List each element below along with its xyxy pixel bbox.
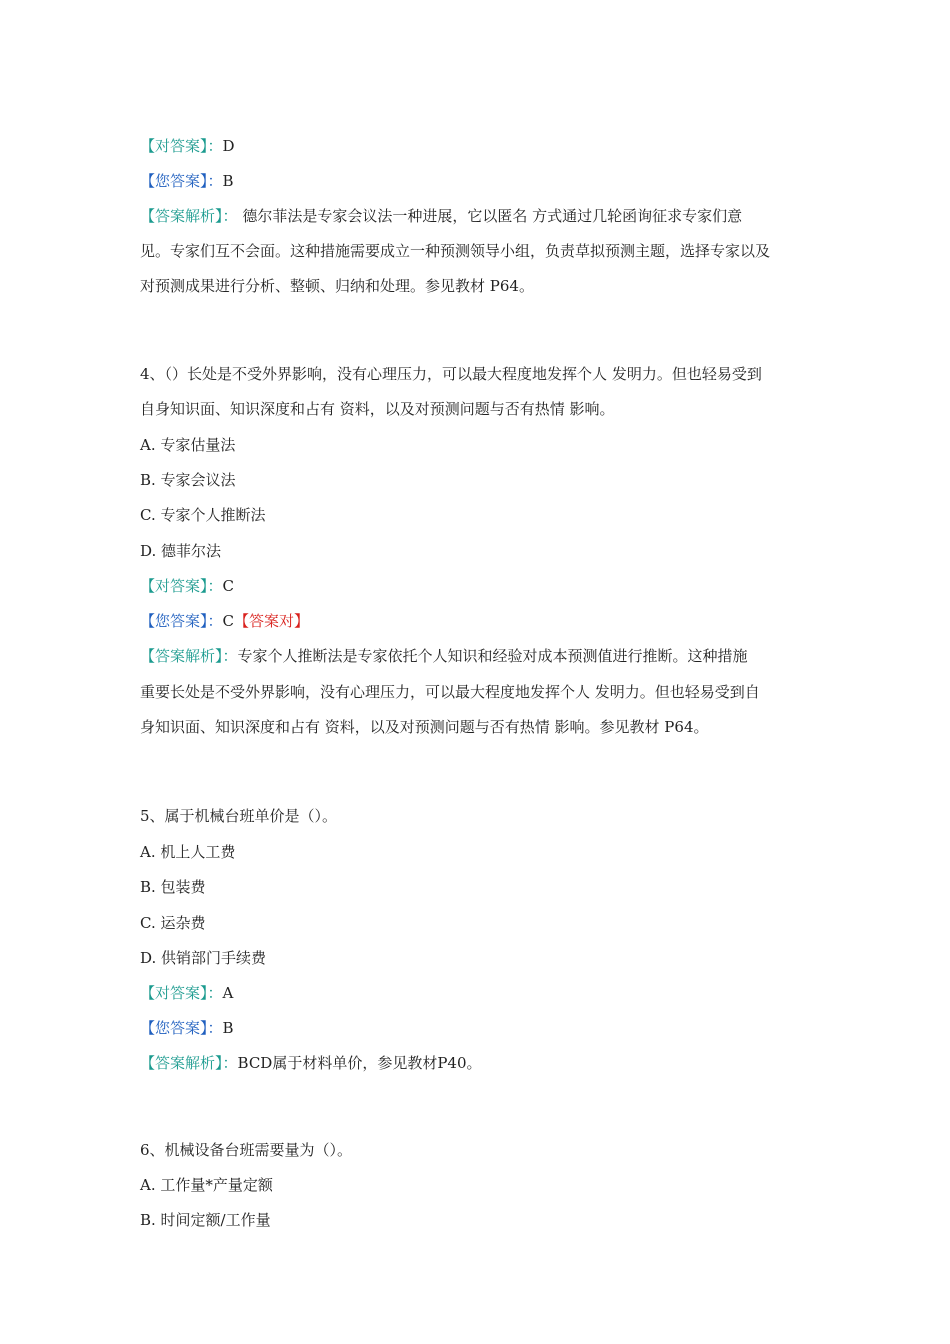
- analysis-label: 【答案解析】: [140, 207, 223, 225]
- q3-correct-answer: 【对答案】：D: [140, 137, 235, 155]
- your-answer-label: 【您答案】: [140, 1019, 208, 1037]
- q3-your-answer: 【您答案】：B: [140, 172, 234, 190]
- analysis-text: BCD属于材料单价，参见教材P40。: [237, 1054, 482, 1072]
- correct-answer-label: 【对答案】: [140, 137, 208, 155]
- your-answer-label: 【您答案】: [140, 172, 208, 190]
- analysis-label: 【答案解析】: [140, 647, 223, 665]
- correct-answer-label: 【对答案】: [140, 984, 208, 1002]
- q5-correct-answer: 【对答案】：A: [140, 984, 234, 1002]
- correct-answer-value: D: [222, 137, 235, 155]
- q4-option-d: D. 德菲尔法: [140, 542, 222, 560]
- q4-your-answer: 【您答案】：C【答案对】: [140, 612, 310, 630]
- q4-correct-answer: 【对答案】：C: [140, 577, 235, 595]
- q3-analysis-line2: 见。专家们互不会面。这种措施需要成立一种预测领导小组，负责草拟预测主题，选择专家以及: [140, 242, 771, 260]
- q4-option-b: B. 专家会议法: [140, 471, 236, 489]
- your-answer-value: C: [222, 612, 235, 630]
- q5-option-b: B. 包装费: [140, 878, 206, 896]
- correct-answer-label: 【对答案】: [140, 577, 208, 595]
- q5-option-c: C. 运杂费: [140, 914, 206, 932]
- analysis-text: 德尔菲法是专家会议法一种进展，它以匿名 方式通过几轮函询征求专家们意: [242, 207, 743, 225]
- answer-correct-badge: 【答案对】: [234, 612, 310, 630]
- q5-stem: 5、属于机械台班单价是（）。: [140, 807, 338, 825]
- q4-analysis-line3: 身知识面、知识深度和占有 资料，以及对预测问题与否有热情 影响。参见教材 P64。: [140, 718, 709, 736]
- q6-stem: 6、机械设备台班需要量为（）。: [140, 1141, 353, 1159]
- q4-option-c: C. 专家个人推断法: [140, 506, 266, 524]
- q3-analysis-line1: 【答案解析】： 德尔菲法是专家会议法一种进展，它以匿名 方式通过几轮函询征求专家们意: [140, 207, 743, 225]
- q6-option-b: B. 时间定额/工作量: [140, 1211, 271, 1229]
- your-answer-label: 【您答案】: [140, 612, 208, 630]
- correct-answer-value: A: [222, 984, 234, 1002]
- q4-analysis-line1: 【答案解析】：专家个人推断法是专家依托个人知识和经验对成本预测值进行推断。这种措施: [140, 647, 748, 665]
- q3-analysis-line3: 对预测成果进行分析、整顿、归纳和处理。参见教材 P64。: [140, 277, 534, 295]
- your-answer-value: B: [222, 172, 234, 190]
- q5-your-answer: 【您答案】：B: [140, 1019, 234, 1037]
- analysis-label: 【答案解析】: [140, 1054, 223, 1072]
- q5-option-a: A. 机上人工费: [140, 843, 236, 861]
- correct-answer-value: C: [222, 577, 235, 595]
- q4-option-a: A. 专家估量法: [140, 436, 236, 454]
- q4-stem-line2: 自身知识面、知识深度和占有 资料，以及对预测问题与否有热情 影响。: [140, 400, 615, 418]
- q4-analysis-line2: 重要长处是不受外界影响，没有心理压力，可以最大程度地发挥个人 发明力。但也轻易受到自: [140, 683, 760, 701]
- q6-option-a: A. 工作量*产量定额: [140, 1176, 273, 1194]
- q5-option-d: D. 供销部门手续费: [140, 949, 267, 967]
- analysis-text: 专家个人推断法是专家依托个人知识和经验对成本预测值进行推断。这种措施: [237, 647, 748, 665]
- your-answer-value: B: [222, 1019, 234, 1037]
- q5-analysis: 【答案解析】：BCD属于材料单价，参见教材P40。: [140, 1054, 482, 1072]
- q4-stem-line1: 4、（）长处是不受外界影响，没有心理压力，可以最大程度地发挥个人 发明力。但也轻易受到: [140, 365, 762, 383]
